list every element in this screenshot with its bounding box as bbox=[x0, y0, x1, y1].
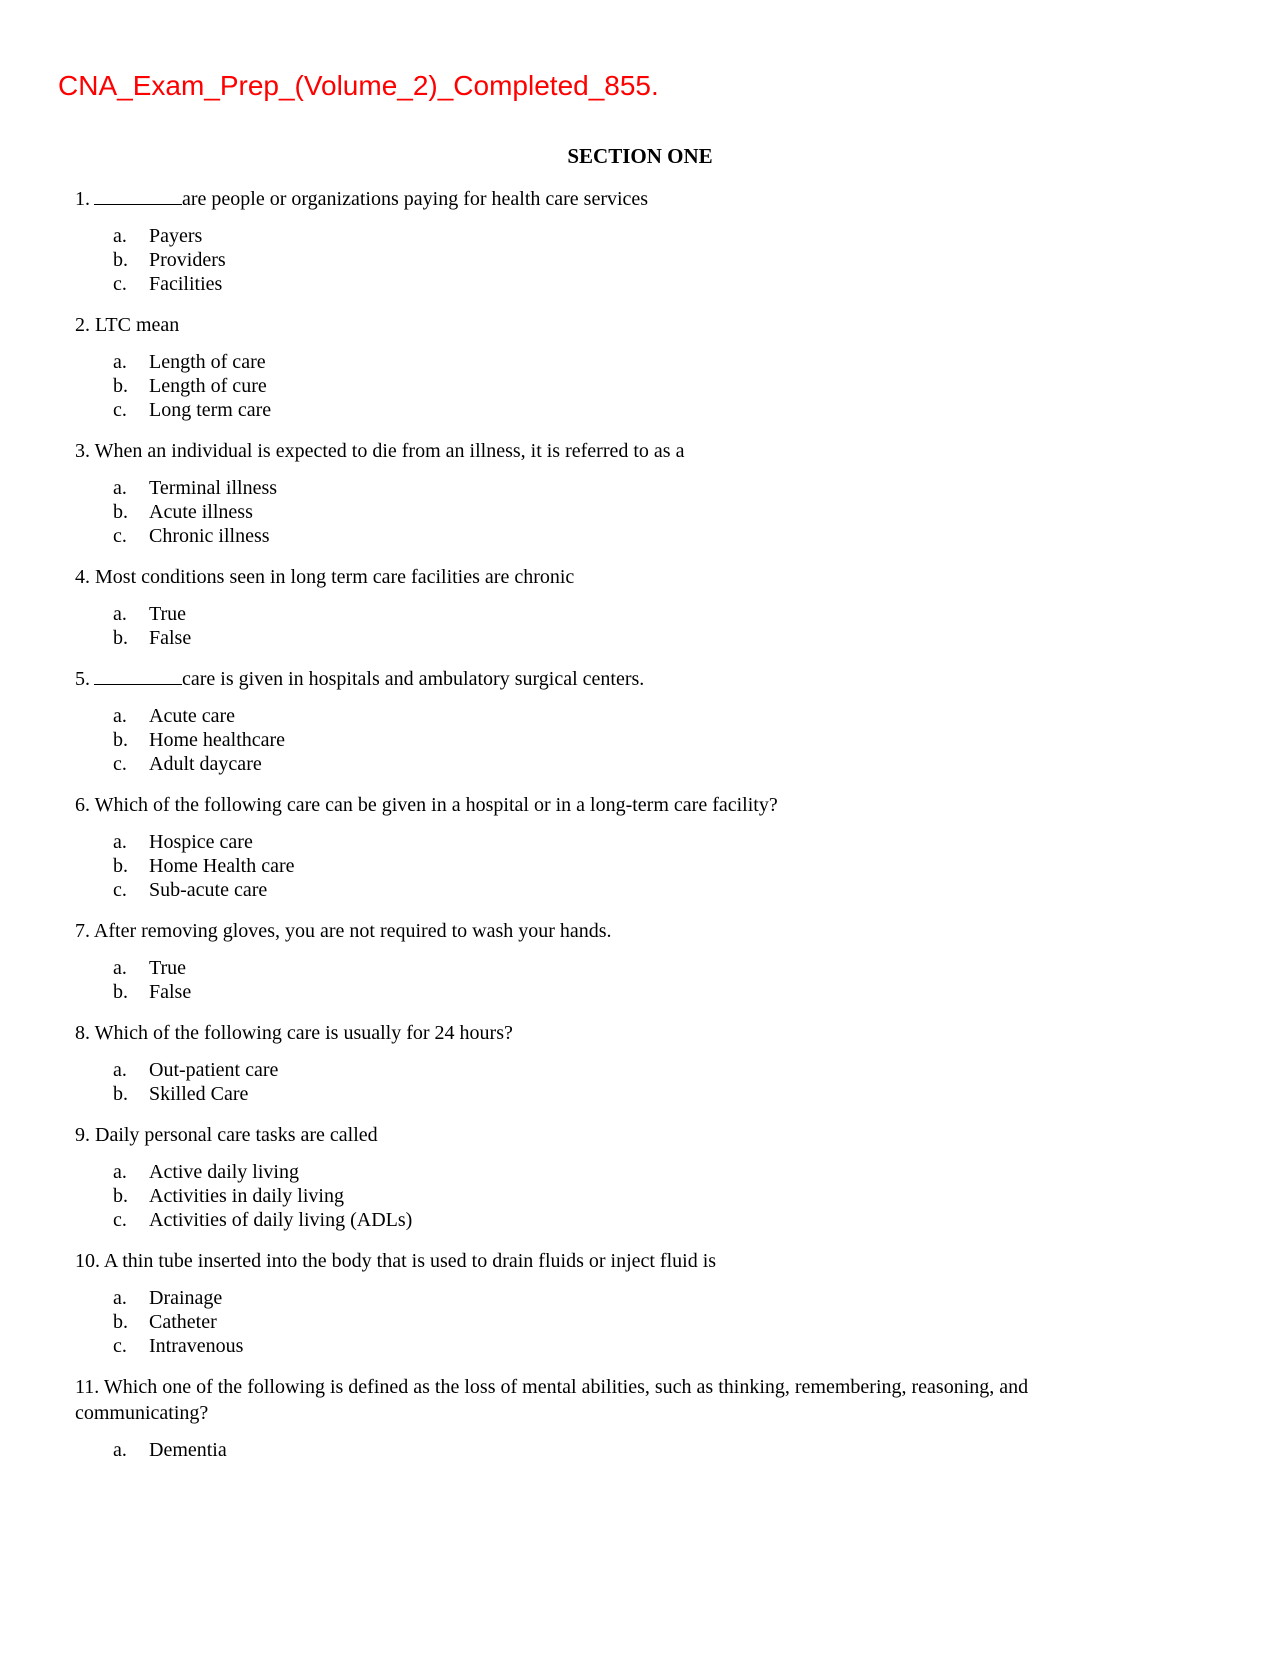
question-item bbox=[75, 1248, 1065, 1358]
option-letter: b. bbox=[113, 729, 128, 751]
question-text bbox=[75, 792, 1065, 818]
question-text bbox=[75, 564, 1065, 590]
option-text: Drainage bbox=[149, 1287, 223, 1309]
option-text: Intravenous bbox=[149, 1335, 244, 1357]
option-text: Payers bbox=[149, 225, 203, 247]
answer-blank bbox=[94, 668, 182, 685]
option-text: Activities in daily living bbox=[149, 1185, 344, 1207]
answer-option bbox=[113, 728, 1065, 752]
answer-options bbox=[75, 602, 1065, 650]
answer-options bbox=[75, 1058, 1065, 1106]
question-item bbox=[75, 312, 1065, 422]
option-text: Activities of daily living (ADLs) bbox=[149, 1209, 413, 1231]
answer-option bbox=[113, 1438, 1065, 1462]
question-item bbox=[75, 438, 1065, 548]
answer-option bbox=[113, 752, 1065, 776]
option-letter: a. bbox=[113, 1059, 127, 1081]
answer-option bbox=[113, 1310, 1065, 1334]
question-number: 10. bbox=[75, 1250, 100, 1272]
answer-option bbox=[113, 878, 1065, 902]
option-letter: a. bbox=[113, 477, 127, 499]
question-number: 5. bbox=[75, 668, 90, 690]
option-letter: a. bbox=[113, 1439, 127, 1461]
answer-option bbox=[113, 500, 1065, 524]
option-letter: a. bbox=[113, 603, 127, 625]
question-body: care is given in hospitals and ambulatory surgical centers. bbox=[182, 668, 645, 690]
question-body: Which of the following care can be given in a hospital or in a long-term care facility? bbox=[94, 794, 778, 816]
answer-option bbox=[113, 1082, 1065, 1106]
option-text: Hospice care bbox=[149, 831, 253, 853]
answer-options bbox=[75, 1286, 1065, 1358]
option-letter: a. bbox=[113, 1287, 127, 1309]
option-text: True bbox=[149, 957, 187, 979]
answer-option bbox=[113, 524, 1065, 548]
option-text: Adult daycare bbox=[149, 753, 262, 775]
question-text bbox=[75, 312, 1065, 338]
option-text: Length of care bbox=[149, 351, 266, 373]
answer-option bbox=[113, 224, 1065, 248]
question-number: 3. bbox=[75, 440, 90, 462]
option-text: Acute care bbox=[149, 705, 236, 727]
option-text: Skilled Care bbox=[149, 1083, 249, 1105]
question-number: 9. bbox=[75, 1124, 90, 1146]
option-text: Home healthcare bbox=[149, 729, 286, 751]
question-text bbox=[75, 1374, 1065, 1426]
option-letter: b. bbox=[113, 501, 128, 523]
answer-option bbox=[113, 830, 1065, 854]
option-text: Facilities bbox=[149, 273, 223, 295]
question-item bbox=[75, 666, 1065, 776]
question-text bbox=[75, 1122, 1065, 1148]
option-letter: c. bbox=[113, 399, 127, 421]
question-body: When an individual is expected to die from an illness, it is referred to as a bbox=[94, 440, 685, 462]
answer-option bbox=[113, 398, 1065, 422]
answer-option bbox=[113, 1058, 1065, 1082]
question-text bbox=[75, 1248, 1065, 1274]
answer-options bbox=[75, 1438, 1065, 1462]
question-body: Most conditions seen in long term care facilities are chronic bbox=[95, 566, 575, 588]
option-text: Catheter bbox=[149, 1311, 217, 1333]
option-letter: c. bbox=[113, 525, 127, 547]
question-item bbox=[75, 1122, 1065, 1232]
question-item bbox=[75, 1374, 1065, 1462]
question-number: 4. bbox=[75, 566, 90, 588]
answer-options bbox=[75, 350, 1065, 422]
answer-option bbox=[113, 1208, 1065, 1232]
option-letter: a. bbox=[113, 831, 127, 853]
answer-options bbox=[75, 476, 1065, 548]
answer-option bbox=[113, 1184, 1065, 1208]
option-text: Terminal illness bbox=[149, 477, 278, 499]
question-item bbox=[75, 564, 1065, 650]
option-text: Home Health care bbox=[149, 855, 295, 877]
answer-option bbox=[113, 1334, 1065, 1358]
option-text: Acute illness bbox=[149, 501, 253, 523]
option-text: True bbox=[149, 603, 187, 625]
question-number: 8. bbox=[75, 1022, 90, 1044]
answer-option bbox=[113, 626, 1065, 650]
option-text: False bbox=[149, 981, 192, 1003]
answer-option bbox=[113, 980, 1065, 1004]
option-letter: b. bbox=[113, 855, 128, 877]
question-body: After removing gloves, you are not required to wash your hands. bbox=[93, 920, 612, 942]
answer-option bbox=[113, 956, 1065, 980]
option-letter: c. bbox=[113, 879, 127, 901]
option-letter: b. bbox=[113, 1083, 128, 1105]
option-letter: a. bbox=[113, 957, 127, 979]
question-item bbox=[75, 792, 1065, 902]
answer-blank bbox=[94, 188, 182, 205]
answer-option bbox=[113, 272, 1065, 296]
answer-options bbox=[75, 224, 1065, 296]
question-text bbox=[75, 1020, 1065, 1046]
answer-option bbox=[113, 602, 1065, 626]
option-letter: a. bbox=[113, 225, 127, 247]
option-text: Providers bbox=[149, 249, 226, 271]
question-text bbox=[75, 918, 1065, 944]
option-text: Dementia bbox=[149, 1439, 227, 1461]
option-letter: b. bbox=[113, 1185, 128, 1207]
option-text: Sub-acute care bbox=[149, 879, 268, 901]
option-text: Length of cure bbox=[149, 375, 267, 397]
question-body: Daily personal care tasks are called bbox=[95, 1124, 378, 1146]
option-letter: a. bbox=[113, 1161, 127, 1183]
option-text: Chronic illness bbox=[149, 525, 270, 547]
option-letter: a. bbox=[113, 351, 127, 373]
question-number: 6. bbox=[75, 794, 90, 816]
option-text: False bbox=[149, 627, 192, 649]
answer-options bbox=[75, 1160, 1065, 1232]
question-number: 11. bbox=[75, 1376, 100, 1398]
answer-option bbox=[113, 1160, 1065, 1184]
answer-option bbox=[113, 476, 1065, 500]
question-item bbox=[75, 918, 1065, 1004]
question-number: 7. bbox=[75, 920, 90, 942]
answer-options bbox=[75, 956, 1065, 1004]
option-letter: b. bbox=[113, 1311, 128, 1333]
question-text bbox=[75, 438, 1065, 464]
option-text: Active daily living bbox=[149, 1161, 299, 1183]
document-title: CNA_Exam_Prep_(Volume_2)_Completed_855. bbox=[58, 70, 659, 101]
question-body: Which of the following care is usually for 24 hours? bbox=[94, 1022, 513, 1044]
answer-option bbox=[113, 248, 1065, 272]
answer-option bbox=[113, 374, 1065, 398]
answer-options bbox=[75, 830, 1065, 902]
question-text bbox=[75, 666, 1065, 692]
answer-option bbox=[113, 1286, 1065, 1310]
question-number: 2. bbox=[75, 314, 90, 336]
question-body: LTC mean bbox=[95, 314, 180, 336]
option-letter: b. bbox=[113, 627, 128, 649]
option-letter: a. bbox=[113, 705, 127, 727]
question-item bbox=[75, 186, 1065, 296]
option-letter: c. bbox=[113, 1335, 127, 1357]
answer-option bbox=[113, 854, 1065, 878]
question-body: Which one of the following is defined as the loss of mental abilities, such as thinking, remembering, reasoning, and communicating? bbox=[75, 1376, 1029, 1424]
option-letter: c. bbox=[113, 273, 127, 295]
option-letter: c. bbox=[113, 753, 127, 775]
option-letter: b. bbox=[113, 375, 128, 397]
answer-options bbox=[75, 704, 1065, 776]
answer-option bbox=[113, 350, 1065, 374]
section-heading: SECTION ONE bbox=[567, 144, 713, 168]
question-item bbox=[75, 1020, 1065, 1106]
option-letter: b. bbox=[113, 249, 128, 271]
option-text: Out-patient care bbox=[149, 1059, 279, 1081]
question-body: are people or organizations paying for health care services bbox=[182, 188, 649, 210]
option-letter: c. bbox=[113, 1209, 127, 1231]
question-number: 1. bbox=[75, 188, 90, 210]
option-letter: b. bbox=[113, 981, 128, 1003]
question-list bbox=[75, 186, 1065, 1478]
question-body: A thin tube inserted into the body that is used to drain fluids or inject fluid is bbox=[103, 1250, 717, 1272]
option-text: Long term care bbox=[149, 399, 272, 421]
question-text bbox=[75, 186, 1065, 212]
answer-option bbox=[113, 704, 1065, 728]
